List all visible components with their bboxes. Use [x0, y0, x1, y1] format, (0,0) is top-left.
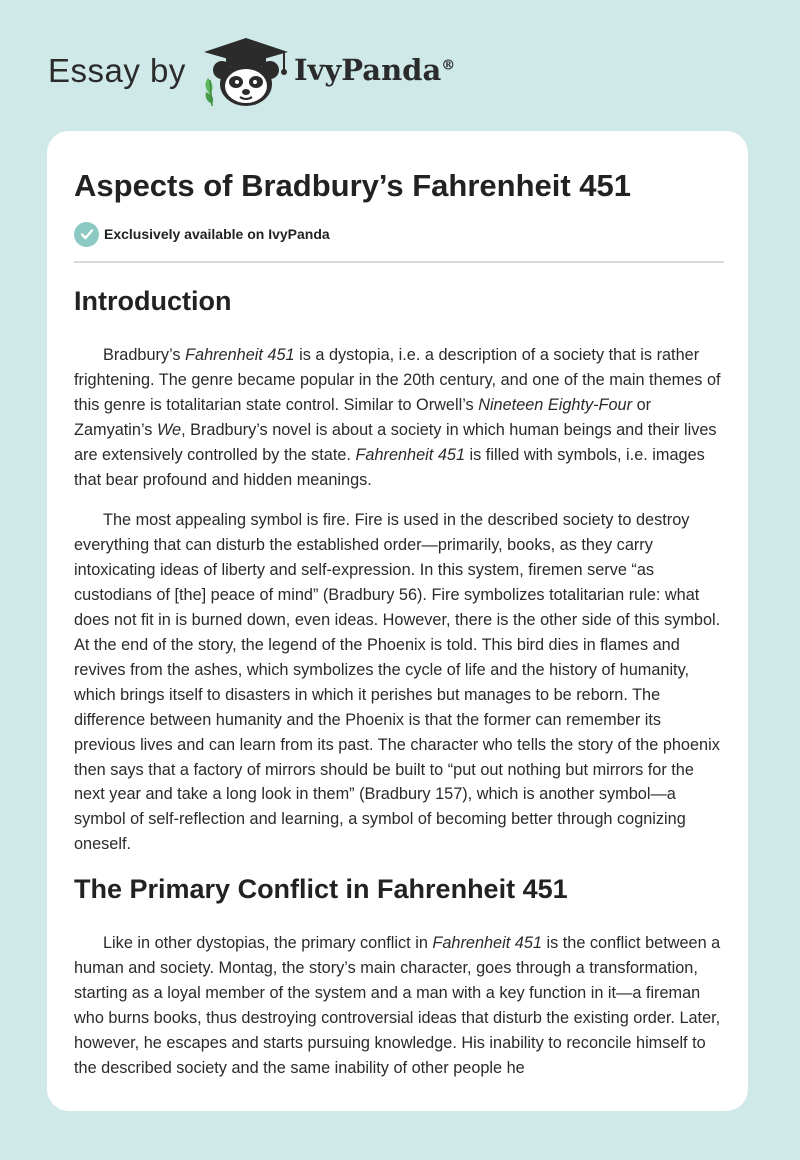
text-run: or Zamyatin’s — [74, 395, 652, 439]
text-run: The most appealing symbol is fire. Fire is used in the described society to destroy everything that can disturb the established order—primarily, books, as they carry intoxicating ideas of liberty and self-expression. In this system, firemen serve “as custodians of [the] peace of mind” (Bradbury 56). Fire symbolizes totalitarian rule: what does not fit in is burned down, even ideas. However, there is the other side of this symbol. At the end of the story, the legend of the Phoenix is told. This bird dies in flames and revives from the ashes, which symbolizes the cycle of life and the history of humanity, which brings itself to disasters in which it perishes but manages to be reborn. The difference between humanity and the Phoenix is that the former can remember its previous lives and can learn from its past. The character who tells the story of the phoenix then says that a factory of mirrors should be built to “put out nothing but mirrors for the next year and take a long look in them” (Bradbury 157), which is another symbol—a symbol of self-reflection and learning, a symbol of becoming better through cognizing oneself. — [74, 511, 721, 854]
essay-content — [74, 279, 724, 1081]
exclusive-badge-text: Exclusively available on IvyPanda — [104, 226, 330, 242]
title-divider — [74, 261, 724, 263]
registered-mark: ® — [441, 57, 456, 74]
text-run: is filled with symbols, i.e. images that bear profound and hidden meanings. — [74, 445, 705, 489]
section-heading-introduction: Introduction — [74, 286, 232, 316]
text-run: Like in other dystopias, the primary conflict in — [103, 934, 433, 953]
check-icon — [74, 222, 99, 247]
paragraph — [74, 508, 724, 857]
exclusive-badge — [74, 221, 330, 247]
site-header — [0, 0, 800, 130]
brand-name-text: IvyPanda — [294, 53, 442, 87]
essay-by-label: Essay by — [48, 52, 186, 89]
paragraph — [74, 343, 724, 492]
text-run: , Bradbury’s novel is about a society in which human beings and their lives are extensively controlled by the state. — [74, 420, 717, 464]
italic-title-run: Fahrenheit 451 — [185, 346, 295, 364]
panda-logo-icon[interactable] — [200, 34, 292, 110]
ivypanda-wordmark[interactable] — [294, 53, 455, 87]
text-run: Bradbury’s — [103, 346, 186, 364]
paragraph — [74, 931, 724, 1080]
italic-title-run: We — [156, 420, 182, 439]
italic-title-run: Fahrenheit 451 — [432, 934, 542, 953]
section-heading-primary-conflict: The Primary Conflict in Fahrenheit 451 — [74, 874, 568, 905]
italic-title-run: Nineteen Eighty-Four — [478, 395, 633, 414]
italic-title-run: Fahrenheit 451 — [355, 445, 465, 464]
text-run: is a dystopia, i.e. a description of a society that is rather frightening. The genre became popular in the 20th century, and one of the main themes of this genre is totalitarian state control. Similar to Orwell’s — [74, 346, 721, 414]
text-run: is the conflict between a human and society. Montag, the story’s main character, goes through a transformation, starting as a loyal member of the system and a man with a key function in it—a fireman who burns books, thus destroying controversial ideas that disturb the existing order. Later, however, he escapes and starts pursuing knowledge. His inability to reconcile himself to the described society and the same inability of other people he — [74, 934, 721, 1077]
essay-card — [47, 131, 748, 1111]
essay-title: Aspects of Bradbury’s Fahrenheit 451 — [74, 168, 632, 203]
